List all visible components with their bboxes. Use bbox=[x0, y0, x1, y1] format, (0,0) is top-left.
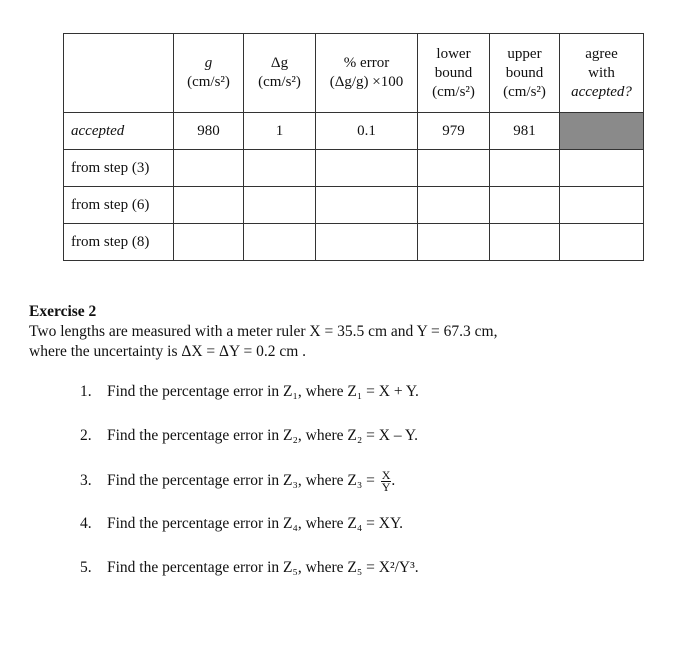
row-label: accepted bbox=[64, 113, 174, 150]
cell-agree bbox=[560, 187, 644, 224]
cell-g bbox=[174, 224, 244, 261]
exercise-line-1: Two lengths are measured with a meter ruler X = 35.5 cm and Y = 67.3 cm, bbox=[29, 323, 498, 340]
list-item bbox=[80, 514, 419, 558]
cell-percent-error bbox=[316, 224, 418, 261]
row-label: from step (6) bbox=[64, 187, 174, 224]
task-number: 3. bbox=[80, 472, 92, 490]
fraction-x-over-y bbox=[381, 470, 392, 493]
task-list bbox=[80, 382, 419, 602]
fraction-denominator: Y bbox=[381, 480, 391, 494]
cell-lower-bound: 979 bbox=[418, 113, 490, 150]
cell-agree-shaded bbox=[560, 113, 644, 150]
header-percent-error: % error (Δg/g) ×100 bbox=[316, 34, 418, 113]
list-item bbox=[80, 426, 419, 470]
header-agree: agree with accepted? bbox=[560, 34, 644, 113]
cell-delta-g bbox=[244, 224, 316, 261]
cell-agree bbox=[560, 224, 644, 261]
cell-upper-bound bbox=[490, 224, 560, 261]
exercise-block bbox=[29, 302, 669, 362]
task-number: 5. bbox=[80, 559, 92, 576]
cell-g: 980 bbox=[174, 113, 244, 150]
table-header-row bbox=[64, 34, 644, 113]
row-label: from step (8) bbox=[64, 224, 174, 261]
task-text: Find the percentage error in Z₂, where Z₂ = X – Y. bbox=[107, 427, 418, 444]
cell-upper-bound: 981 bbox=[490, 113, 560, 150]
header-delta-g: Δg (cm/s²) bbox=[244, 34, 316, 113]
cell-lower-bound bbox=[418, 224, 490, 261]
task-text: Find the percentage error in Z₁, where Z₁ = X + Y. bbox=[107, 383, 419, 400]
table-row-step-8 bbox=[64, 224, 644, 261]
list-item: 3. Find the percentage error in Z₃, where Z₃ = $\frac{X}{Y}$ . bbox=[80, 468, 396, 494]
header-blank bbox=[64, 34, 174, 113]
row-label: from step (3) bbox=[64, 150, 174, 187]
cell-lower-bound bbox=[418, 187, 490, 224]
header-lower-bound: lower bound (cm/s²) bbox=[418, 34, 490, 113]
header-g: g (cm/s²) bbox=[174, 34, 244, 113]
task-text: Find the percentage error in Z₄, where Z₄ = XY. bbox=[107, 515, 404, 532]
task-number: 2. bbox=[80, 427, 92, 444]
task-text: Find the percentage error in Z₅, where Z₅ = X²/Y³. bbox=[107, 559, 419, 576]
cell-delta-g: 1 bbox=[244, 113, 316, 150]
cell-percent-error: 0.1 bbox=[316, 113, 418, 150]
cell-g bbox=[174, 187, 244, 224]
cell-percent-error bbox=[316, 187, 418, 224]
table-row-accepted bbox=[64, 113, 644, 150]
exercise-line-2: where the uncertainty is ΔX = ΔY = 0.2 cm . bbox=[29, 343, 307, 360]
measurement-table bbox=[63, 33, 644, 261]
cell-upper-bound bbox=[490, 187, 560, 224]
cell-g bbox=[174, 150, 244, 187]
fraction-numerator: X bbox=[381, 468, 391, 482]
header-upper-bound: upper bound (cm/s²) bbox=[490, 34, 560, 113]
cell-delta-g bbox=[244, 150, 316, 187]
list-item bbox=[80, 382, 419, 426]
cell-delta-g bbox=[244, 187, 316, 224]
task-text: Find the percentage error in Z₃, where Z₃ = bbox=[107, 472, 375, 490]
task-number: 4. bbox=[80, 515, 92, 532]
table-row-step-3 bbox=[64, 150, 644, 187]
cell-upper-bound bbox=[490, 150, 560, 187]
exercise-title: Exercise 2 bbox=[29, 303, 97, 320]
cell-percent-error bbox=[316, 150, 418, 187]
table-row-step-6 bbox=[64, 187, 644, 224]
cell-lower-bound bbox=[418, 150, 490, 187]
task-number: 1. bbox=[80, 383, 92, 400]
cell-agree bbox=[560, 150, 644, 187]
list-item bbox=[80, 558, 419, 602]
